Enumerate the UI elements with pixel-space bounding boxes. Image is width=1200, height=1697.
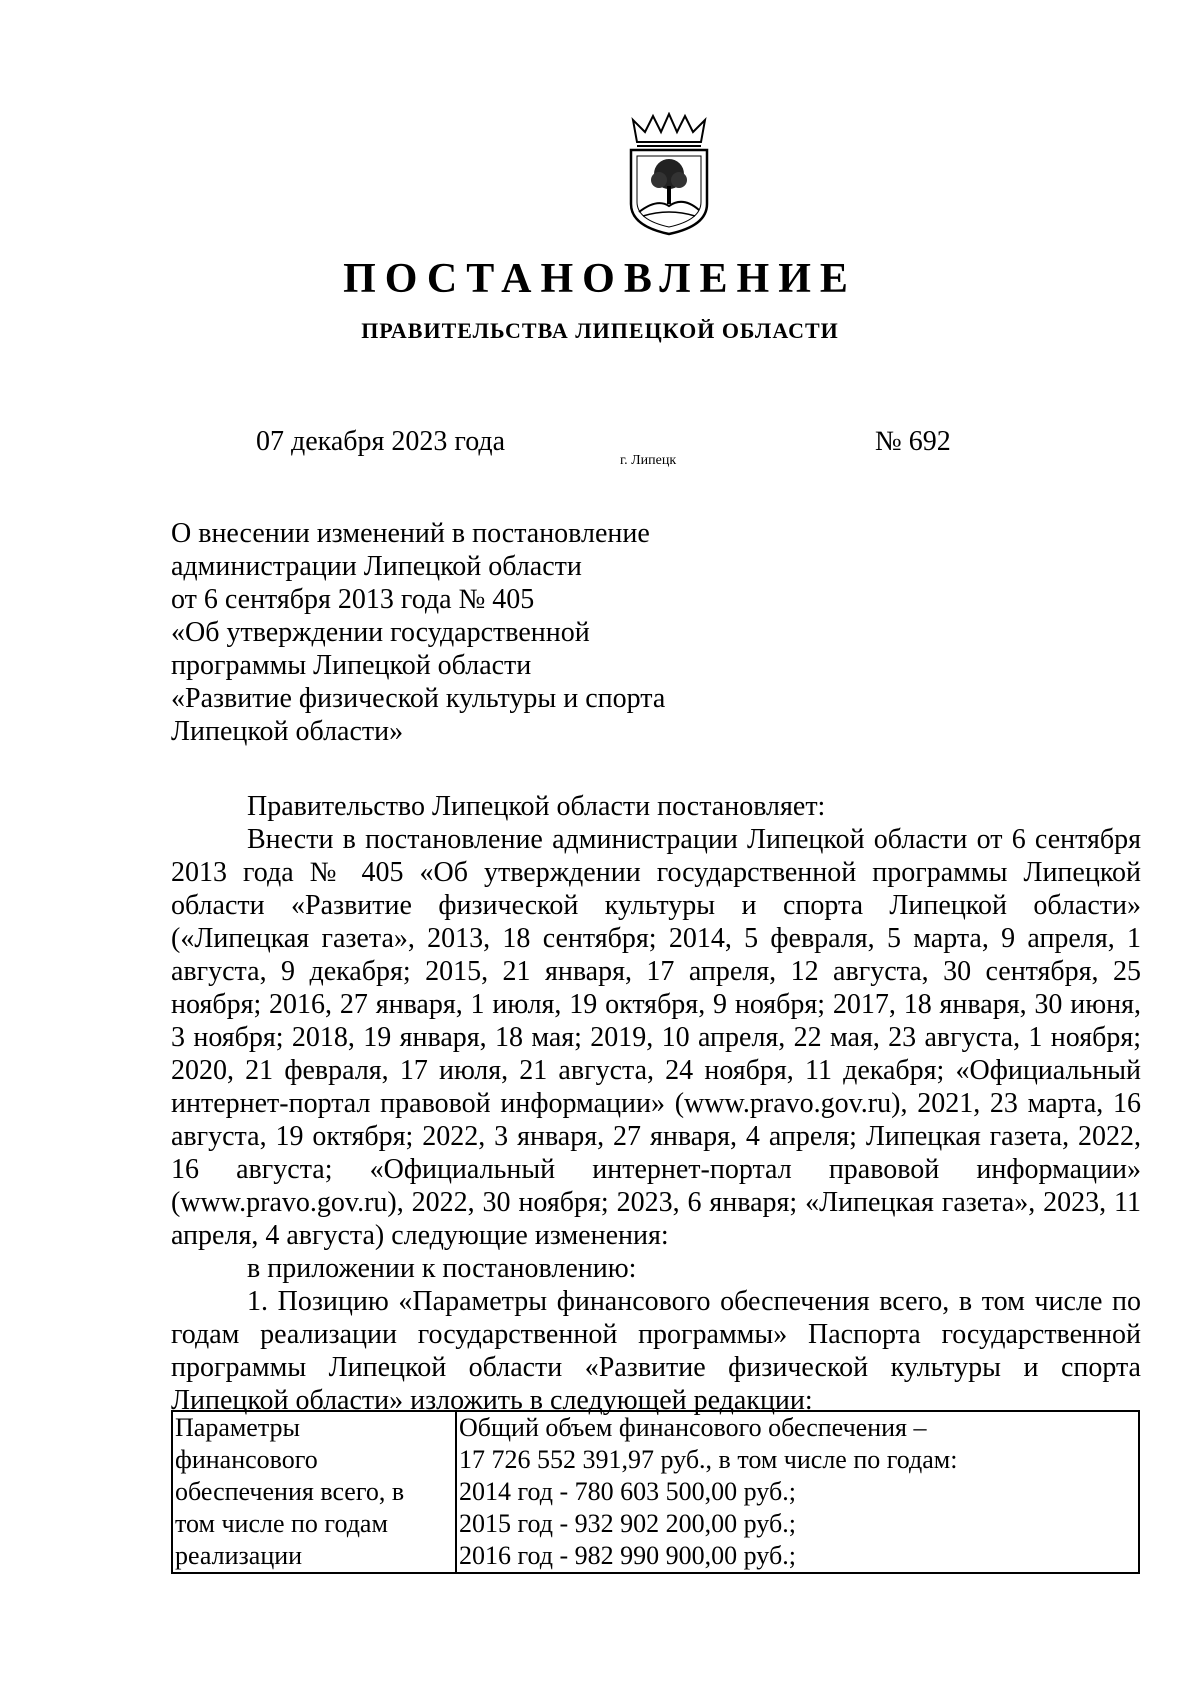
- cell-line: том числе по годам: [175, 1509, 388, 1538]
- document-title: ПОСТАНОВЛЕНИЕ: [343, 256, 857, 302]
- document-subtitle: ПРАВИТЕЛЬСТВА ЛИПЕЦКОЙ ОБЛАСТИ: [361, 318, 839, 343]
- cell-line: обеспечения всего, в: [175, 1477, 405, 1506]
- table-row: [172, 1411, 1139, 1573]
- heading-line: администрации Липецкой области: [171, 551, 582, 582]
- heading-line: О внесении изменений в постановление: [171, 518, 650, 549]
- coat-of-arms-emblem: [623, 112, 715, 238]
- financing-table: [171, 1410, 1140, 1574]
- table-cell-value: [456, 1411, 1139, 1573]
- document-date: 07 декабря 2023 года: [256, 426, 506, 457]
- body-paragraph: 1. Позицию «Параметры финансового обеспечения всего, в том числе по годам реализации государственной программы» Паспорта государственной программы Липецкой области «Развитие физической культуры и спорта Липецкой области» изложить в следующей редакции:: [171, 1286, 1141, 1416]
- body-paragraph: Внести в постановление администрации Липецкой области от 6 сентября 2013 года № 405 «Об утверждении государственной программы Липецкой области «Развитие физической культуры и спорта Липецкой области» («Липецкая газета», 2013, 18 сентября; 2014, 5 февраля, 5 марта, 9 апреля, 1 августа, 9 декабря; 2015, 21 января, 17 апреля, 12 августа, 30 сентября, 25 ноября; 2016, 27 января, 1 июля, 19 октября, 9 ноября; 2017, 18 января, 30 июня, 3 ноября; 2018, 19 января, 18 мая; 2019, 10 апреля, 22 мая, 23 августа, 1 ноября; 2020, 21 февраля, 17 июля, 21 августа, 24 ноября, 11 декабря; «Официальный интернет-портал правовой информации» (www.pravo.gov.ru), 2021, 23 марта, 16 августа, 19 октября; 2022, 3 января, 27 января, 4 апреля; Липецкая газета, 2022, 16 августа; «Официальный интернет-портал правовой информации» (www.pravo.gov.ru), 2022, 30 ноября; 2023, 6 января; «Липецкая газета», 2023, 11 апреля, 4 августа) следующие изменения:: [171, 824, 1141, 1251]
- cell-line: реализации: [175, 1541, 303, 1570]
- cell-line: 2015 год - 932 902 200,00 руб.;: [459, 1509, 796, 1538]
- heading-line: Липецкой области»: [171, 716, 404, 747]
- document-heading: [171, 517, 665, 748]
- body-paragraph: Правительство Липецкой области постановляет:: [247, 791, 826, 822]
- cell-line: 17 726 552 391,97 руб., в том числе по годам:: [459, 1445, 958, 1474]
- heading-line: «Об утверждении государственной: [171, 617, 590, 648]
- heading-line: «Развитие физической культуры и спорта: [171, 683, 666, 714]
- cell-line: Параметры: [175, 1413, 300, 1442]
- document-number: № 692: [875, 426, 951, 457]
- cell-line: финансового: [175, 1445, 318, 1474]
- table-cell-parameter: [172, 1411, 456, 1573]
- heading-line: программы Липецкой области: [171, 650, 532, 681]
- cell-line: 2014 год - 780 603 500,00 руб.;: [459, 1477, 796, 1506]
- cell-line: 2016 год - 982 990 900,00 руб.;: [459, 1541, 796, 1570]
- heading-line: от 6 сентября 2013 года № 405: [171, 584, 535, 615]
- cell-line: Общий объем финансового обеспечения –: [459, 1413, 927, 1442]
- document-city: г. Липецк: [620, 453, 677, 468]
- document-body: [171, 790, 1141, 1417]
- body-paragraph: в приложении к постановлению:: [247, 1253, 637, 1284]
- coat-of-arms-lipetsk-icon: [623, 112, 715, 238]
